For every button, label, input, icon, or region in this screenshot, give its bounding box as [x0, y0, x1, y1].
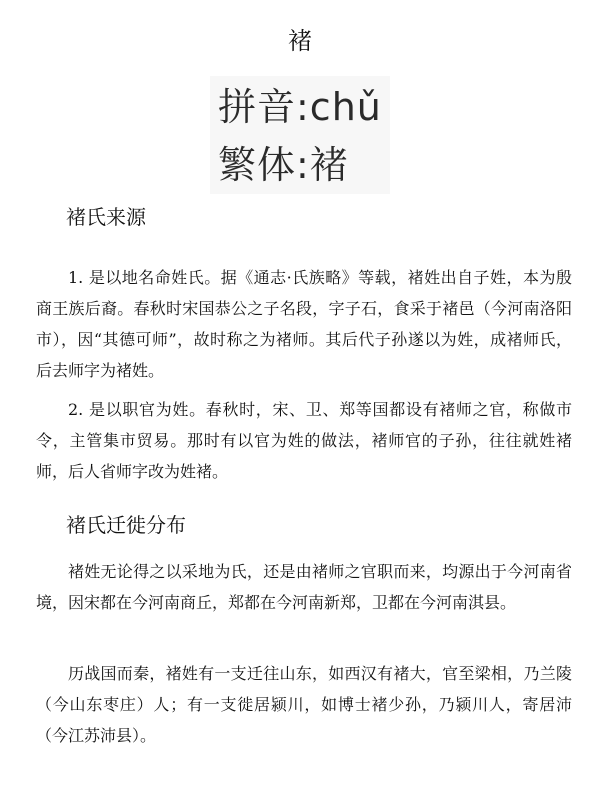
- section-heading-origin: 褚氏来源: [66, 205, 146, 229]
- pinyin-line: 拼音:chǔ: [218, 85, 382, 129]
- section-heading-migration: 褚氏迁徙分布: [66, 513, 186, 537]
- migration-paragraph-1: 褚姓无论得之以采地为氏，还是由褚师之官职而来，均源出于今河南省境，因宋都在今河南商丘，郑都在今河南新郑，卫都在今河南淇县。: [36, 562, 572, 612]
- migration-paragraph-2: 历战国而秦，褚姓有一支迁往山东，如西汉有褚大，官至梁相，乃兰陵（今山东枣庄）人；有一支徙居颍川，如博士褚少孙，乃颍川人，寄居沛（今江苏沛县）。: [36, 664, 572, 745]
- origin-paragraph-2: 2. 是以职官为姓。春秋时，宋、卫、郑等国都设有褚师之官，称做市令，主管集市贸易。那时有以官为姓的做法，褚师官的子孙，往往就姓褚师，后人省师字改为姓褚。: [36, 400, 572, 481]
- traditional-form-line: 繁体:褚: [218, 143, 349, 187]
- page-title: 褚: [288, 27, 312, 55]
- origin-paragraph-1: 1. 是以地名命姓氏。据《通志·氏族略》等载，褚姓出自子姓，本为殷商王族后裔。春秋时宋国恭公之子名段，字子石，食采于褚邑（今河南洛阳市），因“其德可师”，故时称之为褚师。其后代子孙遂以为姓，成褚师氏，后去师字为褚姓。: [36, 268, 572, 380]
